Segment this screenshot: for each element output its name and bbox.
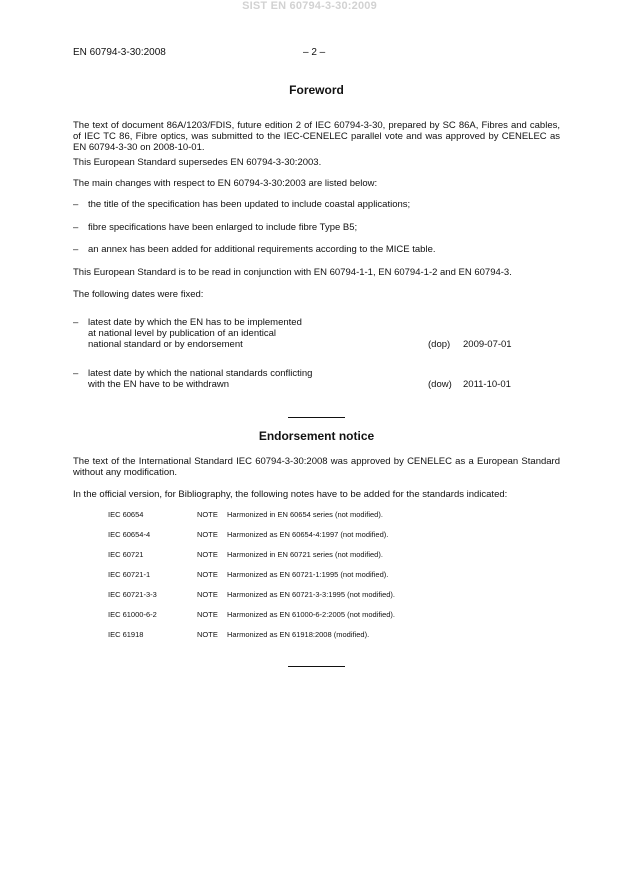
note-text: Harmonized as EN 61000-6-2:2005 (not modified). [227,610,396,619]
bullet-dash: – [73,199,79,210]
change-bullet-text: an annex has been added for additional requirements according to the MICE table. [88,244,436,255]
note-text: Harmonized as EN 61918:2008 (modified). [227,630,370,639]
date-entry-text: latest date by which the national standards conflicting with the EN have to be withdrawn [88,368,313,390]
document-id: EN 60794-3-30:2008 [73,47,166,58]
note-text: Harmonized as EN 60721-3-3:1995 (not modified). [227,590,396,599]
note-label: NOTE [197,590,218,599]
bullet-dash: – [73,222,79,233]
note-label: NOTE [197,610,218,619]
endorsement-paragraph-1: The text of the International Standard IEC 60794-3-30:2008 was approved by CENELEC as a European Standard without any modification. [73,456,560,478]
date-entry-text: latest date by which the EN has to be implemented at national level by publication of an identical national standard or by endorsement [88,317,302,350]
bullet-dash: – [73,244,79,255]
note-row [108,570,508,590]
note-label: NOTE [197,550,218,559]
date-value: 2011-10-01 [463,379,511,390]
note-row [108,610,508,630]
note-text: Harmonized as EN 60654-4:1997 (not modified). [227,530,389,539]
date-value: 2009-07-01 [463,339,512,350]
note-standard: IEC 60654 [108,510,144,519]
date-entry-dop [73,317,560,350]
note-label: NOTE [197,510,218,519]
foreword-heading: Foreword [289,83,344,97]
foreword-paragraph-3: The main changes with respect to EN 60794-3-30:2003 are listed below: [73,178,378,189]
foreword-paragraph-5: The following dates were fixed: [73,289,204,300]
end-divider [288,666,345,667]
note-standard: IEC 60721-1 [108,570,151,579]
watermark: SIST EN 60794-3-30:2009 [242,0,377,12]
foreword-paragraph-1: The text of document 86A/1203/FDIS, future edition 2 of IEC 60794-3-30, prepared by SC 86A, Fibres and cables, of IEC TC 86, Fibre optics, was submitted to the IEC-CENELEC parallel vote and was approved by CENELEC as EN 60794-3-30 on 2008-10-01. [73,120,560,153]
bibliography-notes [108,510,508,650]
note-standard: IEC 60654-4 [108,530,151,539]
note-label: NOTE [197,570,218,579]
note-text: Harmonized as EN 60721-1:1995 (not modified). [227,570,389,579]
date-entry-dow [73,368,560,390]
endorsement-paragraph-2: In the official version, for Bibliography, the following notes have to be added for the standards indicated: [73,489,508,500]
section-divider [288,417,345,418]
note-standard: IEC 61918 [108,630,144,639]
note-label: NOTE [197,630,218,639]
bullet-dash: – [73,317,79,328]
note-row [108,590,508,610]
page-number: – 2 – [303,47,326,58]
note-row [108,550,508,570]
note-standard: IEC 61000-6-2 [108,610,157,619]
note-text: Harmonized in EN 60721 series (not modified). [227,550,383,559]
change-bullet-text: the title of the specification has been updated to include coastal applications; [88,199,411,210]
note-text: Harmonized in EN 60654 series (not modified). [227,510,383,519]
foreword-paragraph-2: This European Standard supersedes EN 60794-3-30:2003. [73,157,322,168]
note-row [108,530,508,550]
change-bullet-text: fibre specifications have been enlarged to include fibre Type B5; [88,222,358,233]
note-row [108,630,508,650]
foreword-paragraph-4: This European Standard is to be read in conjunction with EN 60794-1-1, EN 60794-1-2 and EN 60794-3. [73,267,512,278]
date-abbreviation: (dop) [428,339,451,350]
date-abbreviation: (dow) [428,379,452,390]
note-standard: IEC 60721 [108,550,144,559]
note-row [108,510,508,530]
note-standard: IEC 60721-3-3 [108,590,157,599]
bullet-dash: – [73,368,79,379]
endorsement-heading: Endorsement notice [258,429,375,443]
note-label: NOTE [197,530,218,539]
